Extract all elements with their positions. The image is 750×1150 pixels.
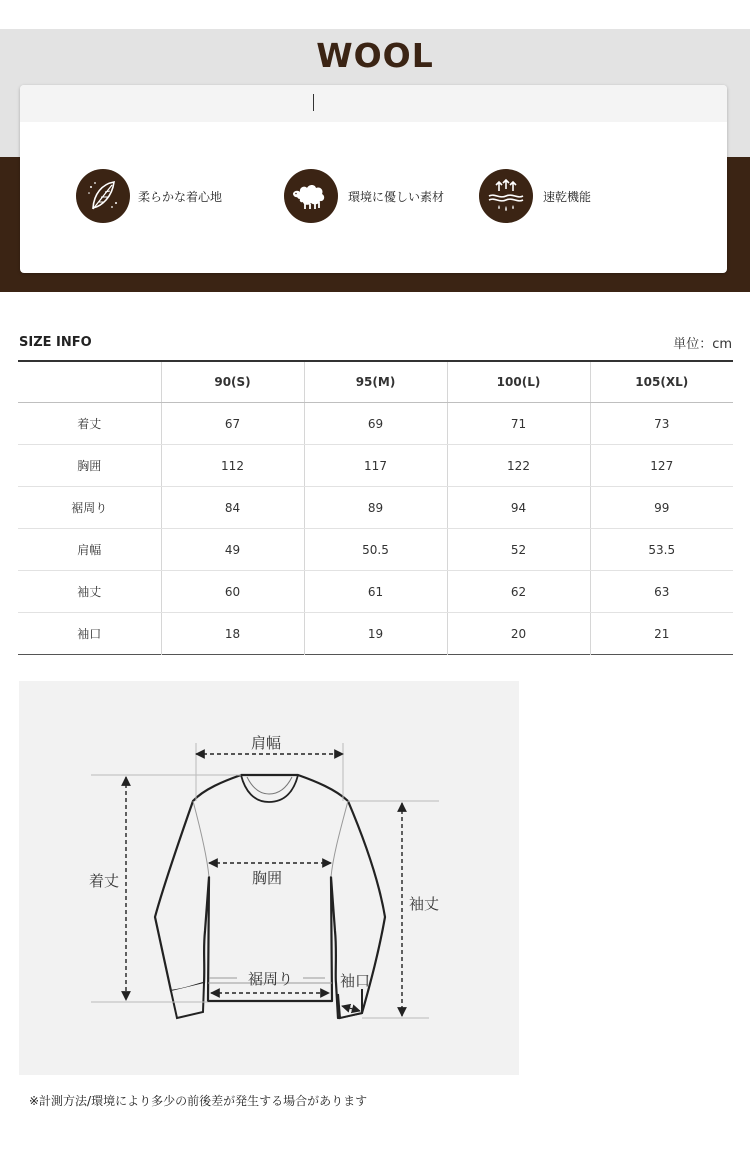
diagram-label-length: 着丈 <box>89 872 120 890</box>
size-table-header-row <box>18 361 733 403</box>
table-cell: 127 <box>590 445 733 487</box>
table-cell: 20 <box>447 613 590 655</box>
table-cell: 18 <box>161 613 304 655</box>
table-cell: 122 <box>447 445 590 487</box>
card-header-strip <box>20 85 727 122</box>
feather-icon <box>76 169 130 223</box>
table-cell: 84 <box>161 487 304 529</box>
table-cell: 67 <box>161 403 304 445</box>
table-cell: 61 <box>304 571 447 613</box>
row-label: 袖口 <box>77 627 102 641</box>
row-label: 胸囲 <box>18 445 161 487</box>
sheep-icon <box>284 169 338 223</box>
diagram-label-hem: 裾周り <box>248 970 294 988</box>
table-cell: 49 <box>161 529 304 571</box>
table-cell: 69 <box>304 403 447 445</box>
size-info-title: SIZE INFO <box>19 335 92 350</box>
row-label: 着丈 <box>18 403 161 445</box>
diagram-label-chest: 胸囲 <box>252 869 283 887</box>
diagram-label-cuff: 袖口 <box>340 972 371 990</box>
header-cell-size: 100(L) <box>447 361 590 403</box>
text-caret <box>313 94 314 111</box>
table-cell: 94 <box>447 487 590 529</box>
table-cell: 71 <box>447 403 590 445</box>
table-cell: 60 <box>161 571 304 613</box>
quick-dry-icon <box>479 169 533 223</box>
table-cell: 112 <box>161 445 304 487</box>
wool-banner <box>0 0 750 292</box>
table-cell: 52 <box>447 529 590 571</box>
table-row <box>18 613 733 655</box>
table-row <box>18 403 733 445</box>
diagram-label-sleeve: 袖丈 <box>409 895 440 913</box>
table-cell: 21 <box>590 613 733 655</box>
table-cell: 53.5 <box>590 529 733 571</box>
feature-label-quickdry: 速乾機能 <box>543 190 592 204</box>
row-label: 裾周り <box>18 487 161 529</box>
header-cell-size: 105(XL) <box>590 361 733 403</box>
row-label: 袖丈 <box>18 571 161 613</box>
feature-label-eco: 環境に優しい素材 <box>348 190 445 204</box>
table-cell: 89 <box>304 487 447 529</box>
table-cell: 117 <box>304 445 447 487</box>
table-row <box>18 445 733 487</box>
table-row <box>18 529 733 571</box>
header-cell-size: 95(M) <box>304 361 447 403</box>
table-cell: 99 <box>590 487 733 529</box>
unit-label: 単位：cm <box>673 337 732 352</box>
table-row <box>18 571 733 613</box>
measurement-diagram <box>19 681 519 1075</box>
table-cell: 63 <box>590 571 733 613</box>
header-cell-size: 90(S) <box>161 361 304 403</box>
banner-title: WOOL <box>316 36 434 75</box>
table-cell: 50.5 <box>304 529 447 571</box>
feature-label-soft: 柔らかな着心地 <box>138 190 223 204</box>
table-row <box>18 487 733 529</box>
table-cell: 73 <box>590 403 733 445</box>
header-cell-blank <box>18 361 161 403</box>
table-cell: 19 <box>304 613 447 655</box>
diagram-label-shoulder: 肩幅 <box>251 734 282 752</box>
feature-card <box>20 85 727 273</box>
table-cell: 62 <box>447 571 590 613</box>
row-label: 肩幅 <box>18 529 161 571</box>
size-table <box>18 360 733 655</box>
measurement-footnote: ※計測方法/環境により多少の前後差が発生する場合があります <box>29 1094 368 1108</box>
